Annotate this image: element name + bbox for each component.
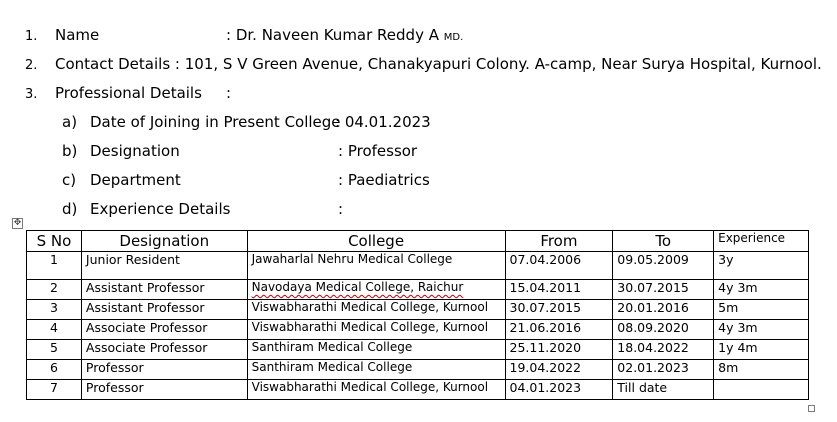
header-from: From (505, 231, 613, 252)
table-row (27, 280, 809, 300)
sub-item-letter: a) (62, 113, 78, 131)
cell-designation: Assistant Professor (81, 300, 247, 320)
item-number: 3. (25, 87, 38, 102)
cell-from: 04.01.2023 (505, 380, 613, 400)
cell-experience: 1y 4m (714, 340, 809, 360)
designation-value: : Professor (338, 142, 418, 160)
cell-experience: 4y 3m (714, 280, 809, 300)
table-row (27, 360, 809, 380)
cell-experience: 8m (714, 360, 809, 380)
sub-item-letter: c) (62, 171, 77, 189)
header-to: To (613, 231, 714, 252)
cell-college: Santhiram Medical College (247, 360, 505, 380)
item-number: 2. (25, 58, 38, 73)
cell-experience: 4y 3m (714, 320, 809, 340)
cell-college: Viswabharathi Medical College, Kurnool (247, 320, 505, 340)
cell-designation: Assistant Professor (81, 280, 247, 300)
cell-from: 19.04.2022 (505, 360, 613, 380)
cell-college: Jawaharlal Nehru Medical College (247, 252, 505, 280)
header-sno: S No (27, 231, 82, 252)
table-row (27, 380, 809, 400)
item-number: 1. (25, 29, 38, 44)
cell-college: Santhiram Medical College (247, 340, 505, 360)
cell-designation: Professor (81, 380, 247, 400)
name-label: Name (55, 26, 100, 44)
cell-college: Viswabharathi Medical College, Kurnool (247, 380, 505, 400)
table-move-handle-icon[interactable]: ✥ (13, 218, 22, 228)
name-value: : Dr. Naveen Kumar Reddy A MD. (226, 26, 464, 44)
cell-designation: Associate Professor (81, 340, 247, 360)
department-label: Department (90, 171, 181, 189)
cell-sno: 1 (27, 252, 82, 280)
cell-to: 18.04.2022 (613, 340, 714, 360)
table-header-row (27, 231, 809, 252)
table-resize-handle[interactable] (808, 405, 815, 412)
cell-experience (714, 380, 809, 400)
cell-sno: 6 (27, 360, 82, 380)
cell-college: Viswabharathi Medical College, Kurnool (247, 300, 505, 320)
cell-to: 20.01.2016 (613, 300, 714, 320)
cell-to: 08.09.2020 (613, 320, 714, 340)
table-row (27, 252, 809, 280)
cell-experience: 5m (714, 300, 809, 320)
cell-from: 15.04.2011 (505, 280, 613, 300)
table-row (27, 320, 809, 340)
cell-to: 09.05.2009 (613, 252, 714, 280)
cell-to: Till date (613, 380, 714, 400)
cell-to: 02.01.2023 (613, 360, 714, 380)
experience-table (26, 230, 809, 400)
cell-sno: 5 (27, 340, 82, 360)
professional-details-label: Professional Details (55, 84, 202, 102)
professional-details-value: : (226, 84, 232, 102)
cell-sno: 2 (27, 280, 82, 300)
cell-from: 07.04.2006 (505, 252, 613, 280)
cell-college: Navodaya Medical College, Raichur (247, 280, 505, 300)
cell-from: 25.11.2020 (505, 340, 613, 360)
cell-from: 21.06.2016 (505, 320, 613, 340)
cell-sno: 7 (27, 380, 82, 400)
cell-to: 30.07.2015 (613, 280, 714, 300)
joining-date-label: Date of Joining in Present College (90, 113, 341, 131)
cell-from: 30.07.2015 (505, 300, 613, 320)
joining-date-value: : 04.01.2023 (335, 113, 431, 131)
header-college: College (247, 231, 505, 252)
cell-designation: Professor (81, 360, 247, 380)
sub-item-letter: d) (62, 200, 78, 218)
contact-details: Contact Details : 101, S V Green Avenue, Chanakyapuri Colony. A-camp, Near Surya Hospital, Kurnool. (55, 55, 822, 73)
header-experience: Experience (714, 231, 809, 252)
table-row (27, 340, 809, 360)
cell-experience: 3y (714, 252, 809, 280)
experience-details-label: Experience Details (90, 200, 231, 218)
cell-designation: Associate Professor (81, 320, 247, 340)
experience-details-value: : (338, 200, 344, 218)
cell-sno: 4 (27, 320, 82, 340)
table-row (27, 300, 809, 320)
sub-item-letter: b) (62, 142, 78, 160)
designation-label: Designation (90, 142, 180, 160)
department-value: : Paediatrics (338, 171, 430, 189)
cell-designation: Junior Resident (81, 252, 247, 280)
degree-suffix: MD. (443, 32, 464, 43)
header-designation: Designation (81, 231, 247, 252)
cell-sno: 3 (27, 300, 82, 320)
